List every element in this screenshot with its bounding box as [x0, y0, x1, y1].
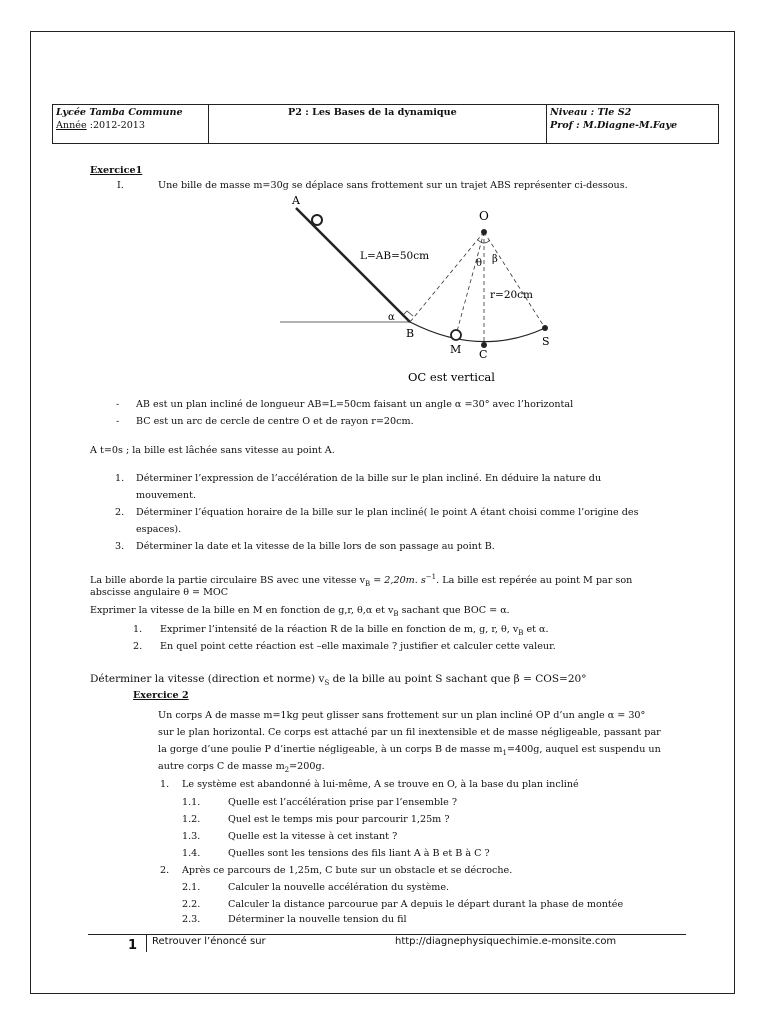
- sub-number: 2.1.: [182, 882, 201, 893]
- footer-rule: [88, 934, 686, 935]
- sub-number: 1.3.: [182, 831, 201, 842]
- part2-line1: La bille aborde la partie circulaire BS avec une vitesse $v_B = 2,20m$. $s^{-1}$. La bille est repérée au point M par son: [90, 573, 633, 589]
- ex2-step1: Le système est abandonné à lui-même, A se trouve en O, à la base du plan incliné: [182, 779, 579, 790]
- bullet-1: AB est un plan incliné de longueur AB=L=50cm faisant un angle α =30° avec l’horizontal: [136, 399, 574, 410]
- radius-os: [484, 232, 545, 328]
- ex2-step2: Après ce parcours de 1,25m, C bute sur un obstacle et se décroche.: [182, 865, 513, 876]
- header-cell-level: [546, 105, 718, 143]
- sub-question: Quelle est l’accélération prise par l’ensemble ?: [228, 797, 458, 808]
- sub-number: 2.2.: [182, 899, 201, 910]
- question-1: Déterminer l’expression de l’accélération de la bille sur le plan incliné. En déduire la nature du: [136, 473, 602, 484]
- label-alpha: α: [388, 312, 395, 323]
- header-table: [52, 104, 719, 144]
- ball-m: [451, 330, 461, 340]
- question-4: Exprimer l’intensité de la réaction R de la bille en fonction de m, g, r, θ, $v_B$ et α.: [160, 624, 549, 637]
- q-number: 2.: [133, 641, 143, 652]
- exercise-1-title: Exercice1: [90, 165, 143, 176]
- sub-question: Calculer la nouvelle accélération du système.: [228, 882, 450, 893]
- part2-line2: abscisse angulaire θ = MOC: [90, 587, 229, 598]
- sub-number: 1.1.: [182, 797, 201, 808]
- sub-question: Quelle est la vitesse à cet instant ?: [228, 831, 398, 842]
- bullet-dash: -: [116, 399, 120, 410]
- school-name: Lycée Tamba Commune: [56, 107, 183, 118]
- question-2: Déterminer l’équation horaire de la bille sur le plan incliné( le point A étant choisi comme l’origine des: [136, 507, 639, 518]
- exercise-1-intro: Une bille de masse m=30g se déplace sans frottement sur un trajet ABS représenter ci-dessous.: [158, 180, 628, 191]
- page-number: 1: [128, 938, 138, 953]
- sub-number: 1.4.: [182, 848, 201, 859]
- label-beta: β: [492, 254, 498, 265]
- q-number: 3.: [115, 541, 125, 552]
- incline-ab: [296, 208, 410, 322]
- radius-ob: [410, 232, 484, 322]
- header-cell-school: [53, 105, 209, 143]
- teachers: Prof : M.Diagne-M.Faye: [550, 120, 678, 131]
- sub-number: 2.3.: [182, 914, 201, 925]
- initial-condition: A t=0s ; la bille est lâchée sans vitesse au point A.: [90, 445, 335, 456]
- ex2-para-line2: sur le plan horizontal. Ce corps est attaché par un fil inextensible et de masse négligeable, passant par: [158, 727, 661, 738]
- label-radius: r=20cm: [490, 289, 534, 301]
- header-cell-chapter: [208, 105, 547, 143]
- question-3: Déterminer la date et la vitesse de la bille lors de son passage au point B.: [136, 541, 495, 552]
- arc-bcs: [410, 322, 545, 342]
- level: Niveau : Tle S2: [550, 107, 632, 118]
- footer-url[interactable]: http://diagnephysiquechimie.e-monsite.com: [395, 936, 617, 947]
- question-2-cont: espaces).: [136, 524, 182, 535]
- ex2-para-line3: la gorge d’une poulie P d’inertie négligeable, à un corps B de masse $m_1=400g$, auquel est suspendu un: [158, 744, 661, 757]
- point-o: [481, 229, 487, 235]
- sub-question: Quelles sont les tensions des fils liant A à B et B à C ?: [228, 848, 490, 859]
- sub-number: 1.2.: [182, 814, 201, 825]
- question-1-cont: mouvement.: [136, 490, 197, 501]
- label-b: B: [406, 327, 415, 340]
- exercise-2-title: Exercice 2: [133, 690, 189, 701]
- figure-caption: OC est vertical: [408, 370, 495, 384]
- part-number: I.: [117, 180, 124, 191]
- bullet-2: BC est un arc de cercle de centre O et de rayon r=20cm.: [136, 416, 414, 427]
- part2-line3: Exprimer la vitesse de la bille en M en fonction de g,r, θ,α et $v_B$ sachant que BOC = α.: [90, 605, 510, 618]
- footer-divider: [146, 934, 147, 952]
- chapter-title: P2 : Les Bases de la dynamique: [288, 107, 457, 118]
- ex2-para-line1: Un corps A de masse m=1kg peut glisser sans frottement sur un plan incliné OP d’un angle α = 30°: [158, 710, 646, 721]
- pendulum-figure: [280, 190, 580, 390]
- last-question: Déterminer la vitesse (direction et norme) $v_S$ de la bille au point S sachant que β = COS=20°: [90, 673, 587, 688]
- label-a: A: [292, 194, 300, 207]
- label-o: O: [479, 209, 489, 223]
- q-number: 2.: [160, 865, 170, 876]
- point-s: [542, 325, 548, 331]
- sub-question: Quel est le temps mis pour parcourir 1,25m ?: [228, 814, 450, 825]
- q-number: 2.: [115, 507, 125, 518]
- ball-a: [312, 215, 322, 225]
- q-number: 1.: [160, 779, 170, 790]
- radius-om: [456, 232, 484, 335]
- label-theta: θ: [476, 258, 483, 269]
- label-m: M: [450, 343, 462, 356]
- ex2-para-line4: autre corps C de masse $m_2=200g$.: [158, 761, 325, 774]
- label-s: S: [542, 335, 550, 348]
- bullet-dash: -: [116, 416, 120, 427]
- q-number: 1.: [115, 473, 125, 484]
- question-5: En quel point cette réaction est –elle maximale ? justifier et calculer cette valeur.: [160, 641, 556, 652]
- school-year: Année :2012-2013: [56, 120, 146, 131]
- q-number: 1.: [133, 624, 143, 635]
- label-c: C: [479, 348, 488, 361]
- footer-text: Retrouver l’énoncé sur: [152, 936, 266, 947]
- sub-question: Calculer la distance parcourue par A depuis le départ durant la phase de montée: [228, 899, 624, 910]
- sub-question: Déterminer la nouvelle tension du fil: [228, 914, 407, 925]
- label-length: L=AB=50cm: [360, 250, 430, 262]
